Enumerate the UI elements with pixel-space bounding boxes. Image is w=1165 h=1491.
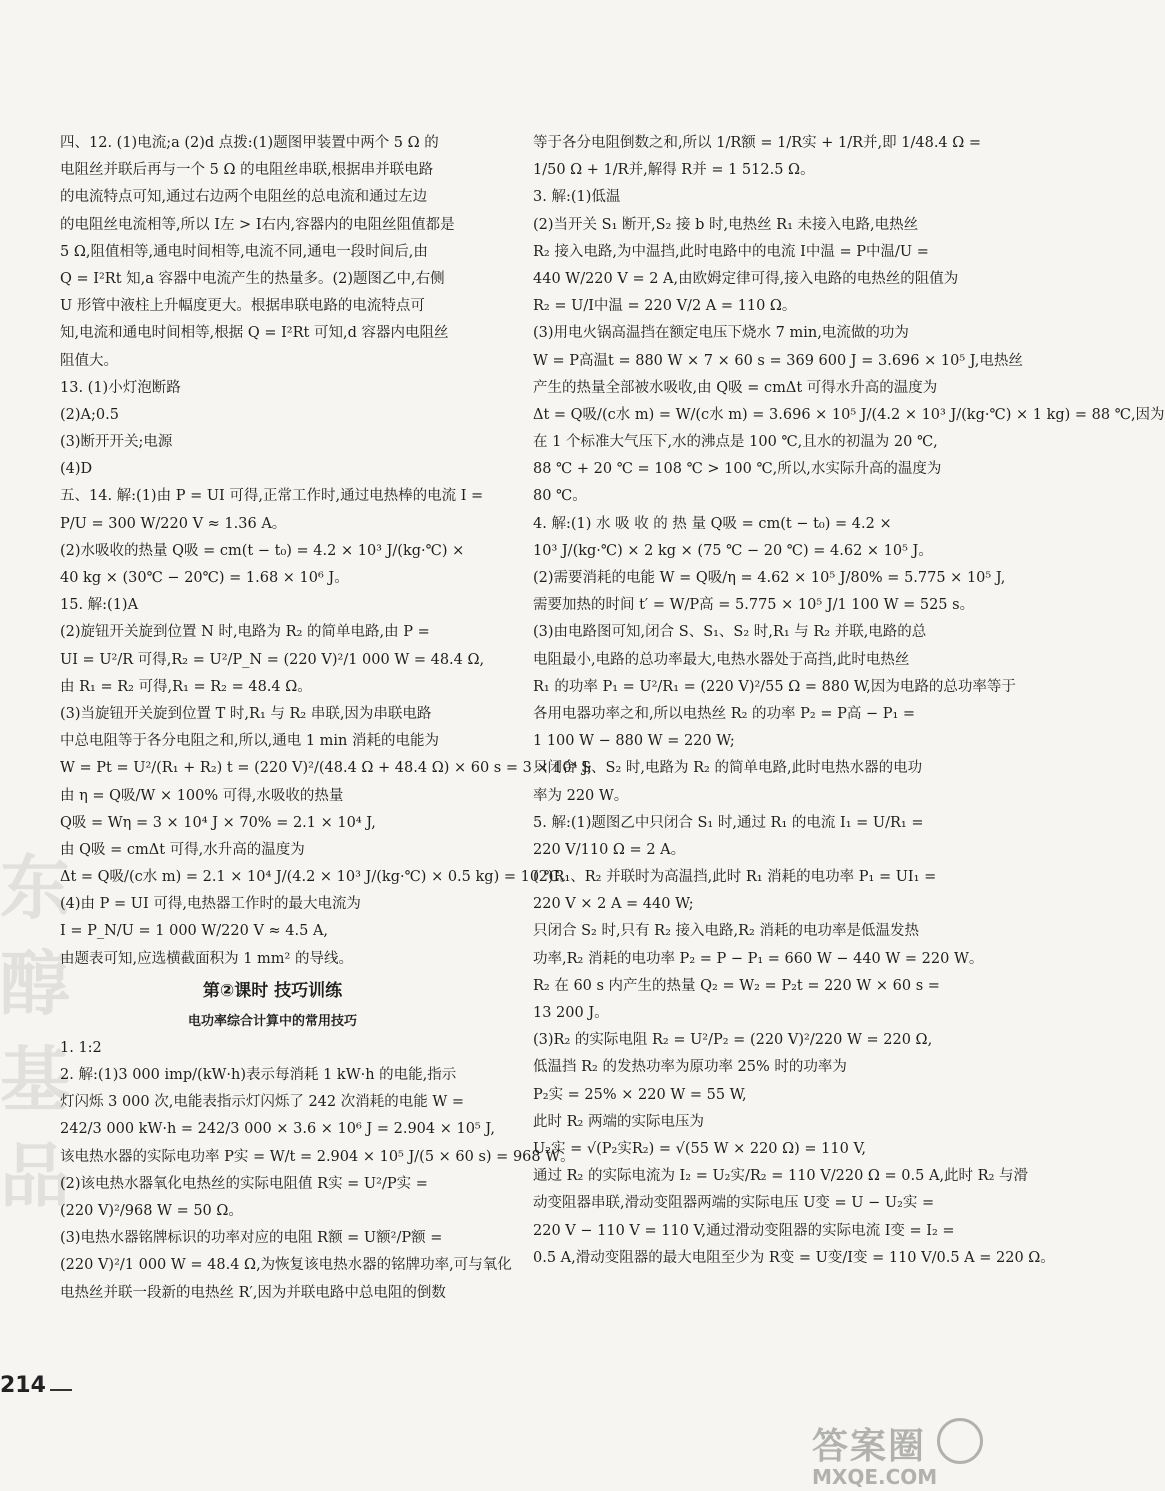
text-line: 242/3 000 kW·h = 242/3 000 × 3.6 × 10⁶ J = 2.904 × 10⁵ J, bbox=[60, 1121, 495, 1138]
text-line: 功率,R₂ 消耗的电功率 P₂ = P − P₁ = 660 W − 440 W = 220 W。 bbox=[533, 950, 984, 967]
section-subtitle: 电功率综合计算中的常用技巧 bbox=[187, 1013, 357, 1029]
text-line: 知,电流和通电时间相等,根据 Q = I²Rt 可知,d 容器内电阻丝 bbox=[60, 325, 449, 342]
text-line: 此时 R₂ 两端的实际电压为 bbox=[533, 1113, 704, 1130]
text-line: 只闭合 S、S₂ 时,电路为 R₂ 的简单电路,此时电热水器的电功 bbox=[533, 760, 923, 777]
text-line: (4)由 P = UI 可得,电热器工作时的最大电流为 bbox=[60, 896, 361, 913]
text-line: 0.5 A,滑动变阻器的最大电阻至少为 R变 = U变/I变 = 110 V/0.5 A = 220 Ω。 bbox=[533, 1249, 1055, 1266]
text-line: 由 R₁ = R₂ 可得,R₁ = R₂ = 48.4 Ω。 bbox=[60, 678, 312, 695]
text-line: (2)R₁、R₂ 并联时为高温挡,此时 R₁ 消耗的电功率 P₁ = UI₁ = bbox=[533, 869, 937, 886]
text-line: (3)用电火锅高温挡在额定电压下烧水 7 min,电流做的功为 bbox=[533, 325, 909, 342]
text-line: 88 ℃ + 20 ℃ = 108 ℃ > 100 ℃,所以,水实际升高的温度为 bbox=[533, 461, 942, 478]
page-number: 214 bbox=[0, 1373, 46, 1398]
text-line: Q = I²Rt 知,a 容器中电流产生的热量多。(2)题图乙中,右侧 bbox=[60, 270, 445, 287]
text-line: 四、12. (1)电流;a (2)d 点拨:(1)题图甲装置中两个 5 Ω 的 bbox=[60, 135, 439, 151]
text-line: W = Pt = U²/(R₁ + R₂) t = (220 V)²/(48.4 Ω + 48.4 Ω) × 60 s = 3 × 10⁴ J; bbox=[60, 760, 593, 777]
text-line: (2)水吸收的热量 Q吸 = cm(t − t₀) = 4.2 × 10³ J/(kg·℃) × bbox=[60, 542, 465, 559]
watermark-logo-icon bbox=[937, 1418, 983, 1464]
text-line: 13. (1)小灯泡断路 bbox=[60, 379, 181, 396]
text-line: 80 ℃。 bbox=[533, 488, 587, 505]
text-line: I = P_N/U = 1 000 W/220 V ≈ 4.5 A, bbox=[60, 923, 329, 940]
text-line: 动变阻器串联,滑动变阻器两端的实际电压 U变 = U − U₂实 = bbox=[533, 1195, 935, 1212]
text-line: (2)该电热水器氧化电热丝的实际电阻值 R实 = U²/P实 = bbox=[60, 1175, 428, 1192]
text-line: 电热丝并联一段新的电热丝 R′,因为并联电路中总电阻的倒数 bbox=[60, 1284, 446, 1301]
watermark-url: MXQE.COM bbox=[812, 1465, 938, 1489]
text-line: 40 kg × (30℃ − 20℃) = 1.68 × 10⁶ J。 bbox=[60, 570, 349, 586]
text-line: 阻值大。 bbox=[60, 352, 118, 369]
text-line: 由 Q吸 = cmΔt 可得,水升高的温度为 bbox=[60, 841, 305, 858]
text-line: Δt = Q吸/(c水 m) = W/(c水 m) = 3.696 × 10⁵ J/(4.2 × 10³ J/(kg·℃) × 1 kg) = 88 ℃,因为 bbox=[533, 406, 1165, 423]
text-line: 15. 解:(1)A bbox=[60, 597, 139, 614]
site-watermark bbox=[812, 1418, 937, 1489]
text-line: R₁ 的功率 P₁ = U²/R₁ = (220 V)²/55 Ω = 880 W,因为电路的总功率等于 bbox=[533, 678, 1016, 695]
text-line: (3)电热水器铭牌标识的功率对应的电阻 R额 = U额²/P额 = bbox=[60, 1230, 443, 1247]
text-line: P/U = 300 W/220 V ≈ 1.36 A。 bbox=[60, 515, 287, 532]
text-line: (2)当开关 S₁ 断开,S₂ 接 b 时,电热丝 R₁ 未接入电路,电热丝 bbox=[533, 216, 919, 233]
text-line: 1 100 W − 880 W = 220 W; bbox=[533, 733, 735, 750]
text-line: 灯闪烁 3 000 次,电能表指示灯闪烁了 242 次消耗的电能 W = bbox=[60, 1094, 465, 1111]
text-line: 只闭合 S₂ 时,只有 R₂ 接入电路,R₂ 消耗的电功率是低温发热 bbox=[533, 923, 919, 940]
text-line: 由题表可知,应选横截面积为 1 mm² 的导线。 bbox=[60, 950, 353, 967]
text-line: 440 W/220 V = 2 A,由欧姆定律可得,接入电路的电热丝的阻值为 bbox=[533, 270, 959, 287]
text-line: (4)D bbox=[60, 461, 93, 478]
text-line: 低温挡 R₂ 的发热功率为原功率 25% 时的功率为 bbox=[533, 1059, 847, 1076]
text-line: (220 V)²/1 000 W = 48.4 Ω,为恢复该电热水器的铭牌功率,可与氧化 bbox=[60, 1257, 512, 1274]
section-title: 第②课时 技巧训练 bbox=[202, 980, 343, 1001]
text-line: Q吸 = Wη = 3 × 10⁴ J × 70% = 2.1 × 10⁴ J, bbox=[60, 814, 376, 831]
text-line: 该电热水器的实际电功率 P实 = W/t = 2.904 × 10⁵ J/(5 × 60 s) = 968 W。 bbox=[60, 1148, 575, 1165]
text-line: 需要加热的时间 t′ = W/P高 = 5.775 × 10⁵ J/1 100 W = 525 s。 bbox=[533, 597, 975, 614]
text-line: R₂ = U/I中温 = 220 V/2 A = 110 Ω。 bbox=[533, 298, 797, 315]
text-line: R₂ 接入电路,为中温挡,此时电路中的电流 I中温 = P中温/U = bbox=[533, 243, 929, 260]
text-line: 5 Ω,阻值相等,通电时间相等,电流不同,通电一段时间后,由 bbox=[60, 243, 428, 260]
text-line: 的电阻丝电流相等,所以 I左 > I右内,容器内的电阻丝阻值都是 bbox=[60, 216, 455, 233]
watermark-logo-text: 答案圈 bbox=[812, 1426, 927, 1467]
text-line: (3)由电路图可知,闭合 S、S₁、S₂ 时,R₁ 与 R₂ 并联,电路的总 bbox=[533, 624, 927, 641]
text-line: U₂实 = √(P₂实R₂) = √(55 W × 220 Ω) = 110 V, bbox=[533, 1140, 867, 1157]
text-line: (220 V)²/968 W = 50 Ω。 bbox=[60, 1202, 243, 1219]
text-line: 由 η = Q吸/W × 100% 可得,水吸收的热量 bbox=[60, 787, 344, 804]
text-line: UI = U²/R 可得,R₂ = U²/P_N = (220 V)²/1 000 W = 48.4 Ω, bbox=[60, 651, 485, 668]
text-line: 2. 解:(1)3 000 imp/(kW·h)表示每消耗 1 kW·h 的电能,指示 bbox=[60, 1067, 457, 1083]
text-line: Δt = Q吸/(c水 m) = 2.1 × 10⁴ J/(4.2 × 10³ J/(kg·℃) × 0.5 kg) = 10 ℃。 bbox=[60, 869, 575, 886]
right-column bbox=[533, 130, 1165, 1272]
text-line: (2)旋钮开关旋到位置 N 时,电路为 R₂ 的简单电路,由 P = bbox=[60, 624, 430, 641]
faded-stamp-watermark: 东 醇 基 品 bbox=[0, 847, 70, 1217]
text-line: (2)需要消耗的电能 W = Q吸/η = 4.62 × 10⁵ J/80% = 5.775 × 10⁵ J, bbox=[533, 570, 1006, 586]
text-line: U 形管中液柱上升幅度更大。根据串联电路的电流特点可 bbox=[60, 298, 425, 315]
text-line: (3)当旋钮开关旋到位置 T 时,R₁ 与 R₂ 串联,因为串联电路 bbox=[60, 705, 432, 722]
text-line: 13 200 J。 bbox=[533, 1005, 609, 1021]
text-line: P₂实 = 25% × 220 W = 55 W, bbox=[533, 1086, 747, 1103]
text-line: 率为 220 W。 bbox=[533, 787, 629, 804]
text-line: 220 V × 2 A = 440 W; bbox=[533, 896, 694, 913]
text-line: 中总电阻等于各分电阻之和,所以,通电 1 min 消耗的电能为 bbox=[60, 733, 439, 750]
text-line: 4. 解:(1) 水 吸 收 的 热 量 Q吸 = cm(t − t₀) = 4.2 × bbox=[533, 515, 892, 532]
text-line: R₂ 在 60 s 内产生的热量 Q₂ = W₂ = P₂t = 220 W × 60 s = bbox=[533, 977, 940, 994]
text-line: 220 V − 110 V = 110 V,通过滑动变阻器的实际电流 I变 = I₂ = bbox=[533, 1222, 955, 1239]
text-line: 10³ J/(kg·℃) × 2 kg × (75 ℃ − 20 ℃) = 4.62 × 10⁵ J。 bbox=[533, 542, 933, 559]
text-line: 1. 1:2 bbox=[60, 1039, 102, 1056]
text-line: 在 1 个标准大气压下,水的沸点是 100 ℃,且水的初温为 20 ℃, bbox=[533, 434, 938, 451]
text-line: 等于各分电阻倒数之和,所以 1/R额 = 1/R实 + 1/R并,即 1/48.4 Ω = bbox=[533, 135, 982, 151]
text-line: W = P高温t = 880 W × 7 × 60 s = 369 600 J = 3.696 × 10⁵ J,电热丝 bbox=[533, 352, 1023, 369]
text-line: 通过 R₂ 的实际电流为 I₂ = U₂实/R₂ = 110 V/220 Ω = 0.5 A,此时 R₂ 与滑 bbox=[533, 1168, 1028, 1185]
text-line: 3. 解:(1)低温 bbox=[533, 189, 621, 206]
text-line: (2)A;0.5 bbox=[60, 406, 119, 423]
text-line: 220 V/110 Ω = 2 A。 bbox=[533, 841, 686, 858]
text-line: 1/50 Ω + 1/R并,解得 R并 = 1 512.5 Ω。 bbox=[533, 162, 815, 179]
text-line: 电阻最小,电路的总功率最大,电热水器处于高挡,此时电热丝 bbox=[533, 651, 910, 668]
text-line: 五、14. 解:(1)由 P = UI 可得,正常工作时,通过电热棒的电流 I = bbox=[60, 488, 484, 505]
text-line: (3)R₂ 的实际电阻 R₂ = U²/P₂ = (220 V)²/220 W = 220 Ω, bbox=[533, 1032, 933, 1049]
text-line: 各用电器功率之和,所以电热丝 R₂ 的功率 P₂ = P高 − P₁ = bbox=[533, 705, 916, 722]
text-line: 产生的热量全部被水吸收,由 Q吸 = cmΔt 可得水升高的温度为 bbox=[533, 379, 938, 396]
text-line: 的电流特点可知,通过右边两个电阻丝的总电流和通过左边 bbox=[60, 189, 428, 206]
text-line: 5. 解:(1)题图乙中只闭合 S₁ 时,通过 R₁ 的电流 I₁ = U/R₁ = bbox=[533, 814, 924, 831]
text-line: 电阻丝并联后再与一个 5 Ω 的电阻丝串联,根据串并联电路 bbox=[60, 162, 434, 179]
page-number-rule bbox=[50, 1389, 72, 1391]
text-line: (3)断开开关;电源 bbox=[60, 434, 173, 451]
